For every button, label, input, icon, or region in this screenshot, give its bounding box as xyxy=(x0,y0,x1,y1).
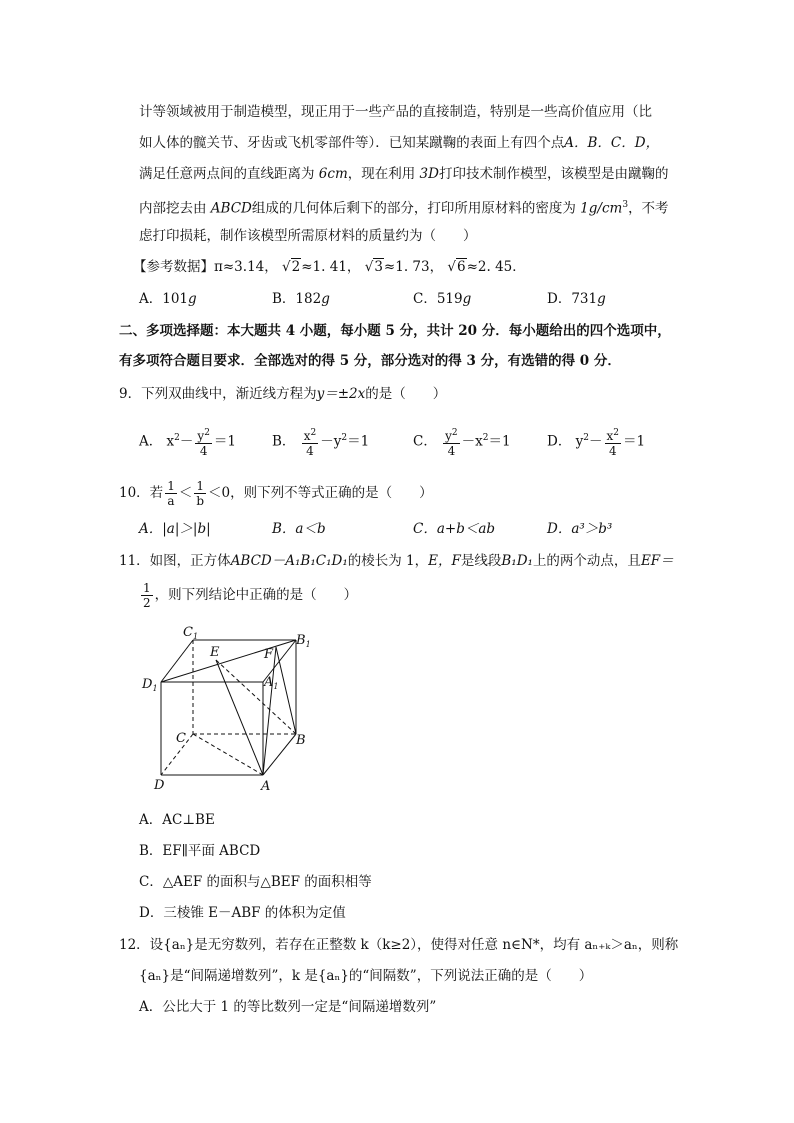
label-e: E xyxy=(210,645,220,660)
q8-option-b[interactable]: B．182g xyxy=(272,291,330,307)
q8-options xyxy=(139,288,739,310)
q8-line-3 xyxy=(139,164,668,184)
label-d: D xyxy=(154,778,165,793)
q9-options xyxy=(139,418,739,458)
q10-option-d[interactable]: D．a³＞b³ xyxy=(547,521,613,537)
q8-after-density: ，不考 xyxy=(628,200,669,217)
q8-after-abcd: 组成的几何体后剩下的部分，打印所用原材料的密度为 xyxy=(251,200,576,217)
section2-heading-line2: 有多项符合题目要求．全部选对的得 5 分，部分选对的得 3 分，有选错的得 0 分． xyxy=(119,353,621,369)
q11-stem-line2: $\frac{1}{2}$ ，则下列结论中正确的是（ ） xyxy=(143,581,358,610)
q11-half: $\frac{1}{2}$ xyxy=(143,581,151,610)
label-a1: $A_1$ xyxy=(264,675,279,691)
q10-option-a[interactable]: A．|a|＞|b| xyxy=(139,521,211,537)
q8-ref-label: 【参考数据】π≈3.14， xyxy=(133,259,278,275)
sqrt-3: √3 xyxy=(364,259,383,275)
segment-f-b xyxy=(276,647,296,734)
edge-d1-c1 xyxy=(161,640,193,682)
q8-line-3-text: 满足任意两点间的直线距离为 xyxy=(139,166,315,182)
q8-line-5: 虑打印损耗，制作该模型所需原材料的质量约为（ ） xyxy=(139,228,477,244)
q10-stem: 10．若 $\frac{1}{a}$ ＜ $\frac{1}{b}$ ＜0，则下列不等式正确的是（ ） xyxy=(119,479,433,508)
q10-option-c[interactable]: C．a+b＜ab xyxy=(413,521,496,537)
q9-stem: 9．下列双曲线中，渐近线方程为y＝±2x的是（ ） xyxy=(119,386,447,402)
q10-frac-1b: $\frac{1}{b}$ xyxy=(196,479,205,508)
q9-asymptote: y＝±2x xyxy=(316,386,366,402)
label-c: C xyxy=(176,731,186,746)
q8-line-4 xyxy=(139,195,669,219)
q8-ref-v3: ≈1. 73， xyxy=(383,259,444,275)
q9-option-b[interactable]: B． $\frac{x^2}{4}$ $-y^2=1$ xyxy=(272,428,370,458)
segment-e-b xyxy=(216,660,296,734)
q8-reference-data xyxy=(133,257,526,277)
cube-figure xyxy=(136,622,326,797)
q12-option-a[interactable]: A．公比大于 1 的等比数列一定是“间隔递增数列” xyxy=(139,999,437,1015)
q11-option-b[interactable]: B．EF∥平面 ABCD xyxy=(139,843,261,859)
q8-after-dist: ，现在利用 xyxy=(347,166,416,182)
segment-f-a xyxy=(263,647,279,775)
label-d1: $D_1$ xyxy=(142,677,158,693)
q8-density-exp: 3 xyxy=(622,200,629,210)
q8-ref-v6: ≈2. 45． xyxy=(466,259,526,275)
q9-option-c[interactable]: C． $\frac{y^2}{4}$ $-x^2=1$ xyxy=(413,428,511,458)
q12-stem-line2: {aₙ}是“间隔递增数列”，k 是{aₙ}的“间隔数”，下列说法正确的是（ ） xyxy=(139,968,593,984)
q8-points: A．B．C．D， xyxy=(564,135,660,151)
q8-density: 1g/cm xyxy=(580,200,623,217)
label-a: A xyxy=(261,779,271,794)
q11-option-a[interactable]: A．AC⊥BE xyxy=(139,812,215,828)
q11-stem-line1: 11．如图，正方体ABCD－A₁B₁C₁D₁的棱长为 1，E，F是线段B₁D₁上的两个动点，且EF＝ xyxy=(119,553,674,569)
label-b1: $B_1$ xyxy=(296,633,311,649)
q8-ref-v2: ≈1. 41， xyxy=(301,259,361,275)
q8-after-tech: 打印技术制作模型，该模型是由蹴鞠的 xyxy=(438,166,669,182)
segment-b1d1 xyxy=(161,640,296,682)
label-c1: $C_1$ xyxy=(183,625,199,641)
q11-cube: ABCD－A₁B₁C₁D₁ xyxy=(230,553,348,569)
q10-options xyxy=(139,518,739,540)
q8-tech: 3D xyxy=(419,166,439,182)
q9-option-a[interactable]: A． $x^2-$ $\frac{y^2}{4}$ ＝1 xyxy=(139,428,237,458)
q8-option-a[interactable]: A．101g xyxy=(139,291,197,307)
q8-option-d[interactable]: D．731g xyxy=(547,291,606,307)
section2-heading-line1: 二、多项选择题：本大题共 4 小题，每小题 5 分，共计 20 分．每小题给出的四个选项中， xyxy=(119,323,671,339)
sqrt-6: √6 xyxy=(447,259,466,275)
q12-stem-line1: 12．设{aₙ}是无穷数列，若存在正整数 k（k≥2），使得对任意 n∈N*，均有 aₙ₊ₖ＞aₙ，则称 xyxy=(119,937,679,953)
q8-line-2 xyxy=(139,133,659,153)
label-b: B xyxy=(296,733,306,748)
q8-line-1: 计等领域被用于制造模型，现正用于一些产品的直接制造，特别是一些高价值应用（比 xyxy=(139,104,652,120)
q10-option-b[interactable]: B．a＜b xyxy=(272,521,326,537)
q8-distance: 6cm xyxy=(318,166,348,182)
q8-line-2-text: 如人体的髋关节、牙齿或飞机零部件等）．已知某蹴鞠的表面上有四个点 xyxy=(139,135,565,151)
q10-frac-1a: $\frac{1}{a}$ xyxy=(167,479,175,508)
edge-a-b xyxy=(263,734,296,775)
q11-option-c[interactable]: C．△AEF 的面积与△BEF 的面积相等 xyxy=(139,874,372,890)
segment-c-a xyxy=(193,734,263,775)
q8-abcd: ABCD xyxy=(210,200,252,217)
segment-e-a xyxy=(216,660,263,775)
sqrt-2: √2 xyxy=(282,259,301,275)
q8-option-c[interactable]: C．519g xyxy=(413,291,472,307)
label-f: F xyxy=(264,647,274,662)
q8-line-4-text: 内部挖去由 xyxy=(139,200,207,217)
q9-option-d[interactable]: D． $y^2-$ $\frac{x^2}{4}$ ＝1 xyxy=(547,428,646,458)
q11-option-d[interactable]: D．三棱锥 E－ABF 的体积为定值 xyxy=(139,905,346,921)
